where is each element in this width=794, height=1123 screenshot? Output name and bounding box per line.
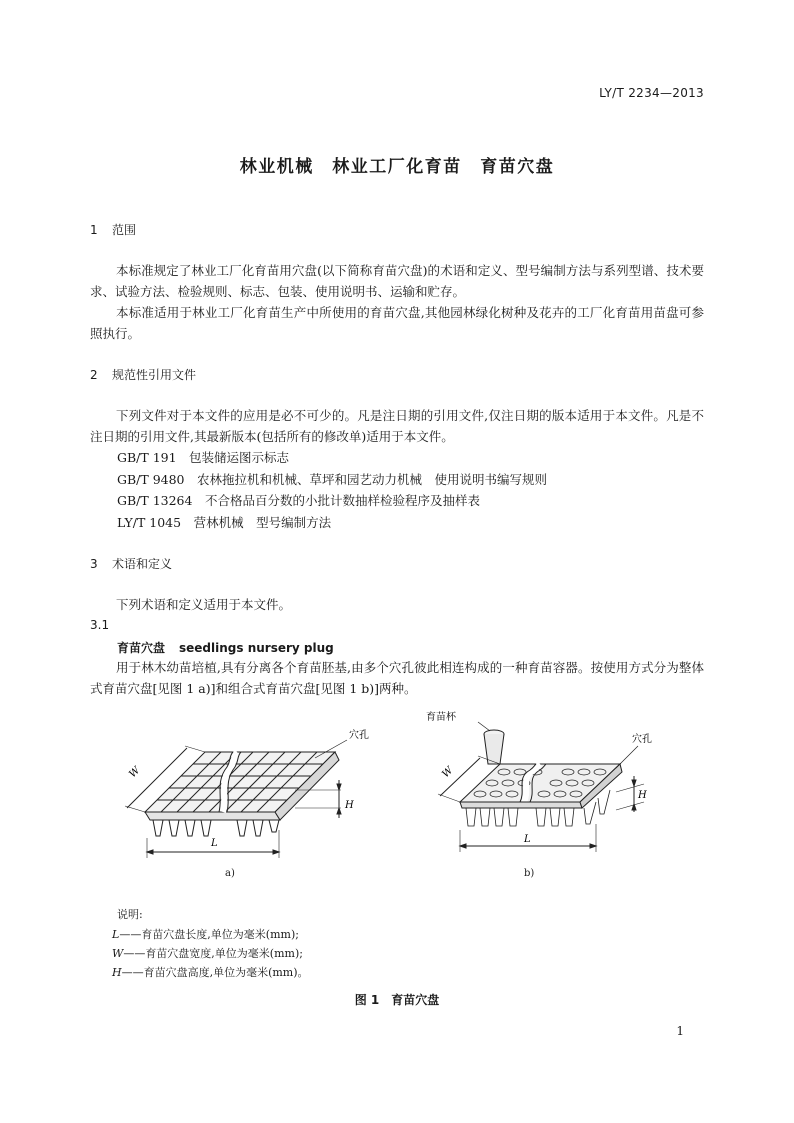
section-title: 范围: [112, 223, 137, 237]
dim-label-w: W: [440, 765, 456, 781]
dim-label-l: L: [211, 838, 218, 849]
legend-item-length: [112, 926, 299, 942]
section-1-paragraph-1: 本标准规定了林业工厂化育苗用穴盘(以下简称育苗穴盘)的术语和定义、型号编制方法与系列型谱、技术要求、试验方法、检验规则、标志、包装、使用说明书、运输和贮存。: [90, 263, 704, 299]
section-2-heading: [90, 366, 196, 383]
cup-label: 育苗杯: [426, 712, 456, 723]
page-number: 1: [676, 1024, 684, 1038]
legend-symbol: W: [112, 947, 124, 960]
reference-lyt-1045: LY/T 1045 营林机械 型号编制方法: [117, 515, 332, 530]
dim-label-h: H: [638, 790, 647, 801]
term-heading: [117, 639, 334, 656]
figure-1b-label: b): [524, 868, 535, 879]
section-3-heading: [90, 555, 172, 572]
term-chinese: 育苗穴盘: [117, 641, 166, 655]
section-title: 规范性引用文件: [112, 368, 197, 382]
standard-code: LY/T 2234—2013: [599, 86, 704, 100]
document-title: 林业机械 林业工厂化育苗 育苗穴盘: [239, 157, 555, 177]
hole-label: 穴孔: [349, 730, 369, 741]
section-title: 术语和定义: [112, 557, 173, 571]
reference-gbt-191: GB/T 191 包装储运图示标志: [117, 450, 290, 465]
section-3-paragraph-1: 下列术语和定义适用于本文件。: [116, 597, 292, 612]
figure-1a-integral-plug-tray: [115, 712, 375, 862]
reference-gbt-13264: GB/T 13264 不合格品百分数的小批计数抽样检验程序及抽样表: [117, 493, 480, 508]
term-definition: 用于林木幼苗培植,具有分离各个育苗胚基,由多个穴孔彼此相连构成的一种育苗容器。按使用方式分为整体式育苗穴盘[见图 1 a)]和组合式育苗穴盘[见图 1 b)]两种。: [90, 660, 704, 696]
section-number: 1: [90, 223, 98, 237]
tray-front-face: [145, 812, 280, 820]
legend-item-width: [112, 945, 303, 961]
dim-label-w: W: [127, 765, 143, 781]
term-english: seedlings nursery plug: [179, 641, 334, 655]
figure-caption: 图 1 育苗穴盘: [354, 993, 440, 1007]
dim-label-l: L: [524, 834, 531, 845]
legend-title: 说明:: [117, 908, 143, 921]
legend-text: ——育苗穴盘长度,单位为毫米(mm);: [119, 928, 299, 941]
clause-number: 3.1: [90, 618, 110, 632]
legend-item-height: [112, 964, 309, 980]
legend-text: ——育苗穴盘宽度,单位为毫米(mm);: [123, 947, 303, 960]
figure-1a-label: a): [225, 868, 235, 879]
figure-1b-combined-plug-tray: [420, 706, 680, 862]
section-1-paragraph-2: 本标准适用于林业工厂化育苗生产中所使用的育苗穴盘,其他园林绿化树种及花卉的工厂化育苗用苗盘可参照执行。: [90, 305, 704, 341]
section-1-heading: [90, 221, 136, 238]
section-number: 2: [90, 368, 98, 382]
hole-label: 穴孔: [632, 734, 652, 745]
legend-symbol: L: [112, 928, 120, 941]
section-2-paragraph-1: 下列文件对于本文件的应用是必不可少的。凡是注日期的引用文件,仅注日期的版本适用于本文件。凡是不注日期的引用文件,其最新版本(包括所有的修改单)适用于本文件。: [90, 408, 704, 444]
reference-gbt-9480: GB/T 9480 农林拖拉机和机械、草坪和园艺动力机械 使用说明书编写规则: [117, 472, 548, 487]
legend-symbol: H: [112, 966, 122, 979]
section-number: 3: [90, 557, 98, 571]
dim-label-h: H: [345, 800, 354, 811]
legend-text: ——育苗穴盘高度,单位为毫米(mm)。: [121, 966, 309, 979]
tray-front-face: [460, 802, 582, 808]
